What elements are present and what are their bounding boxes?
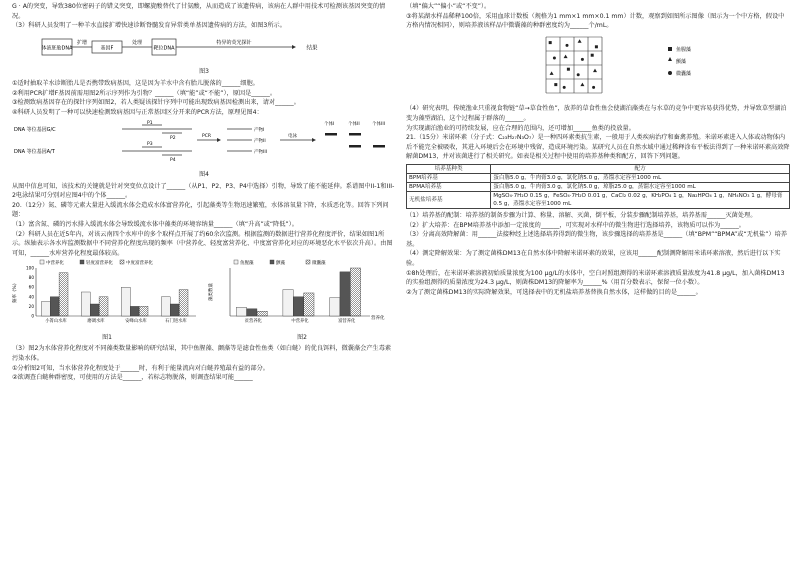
bar	[350, 268, 360, 316]
product-label: 产物I	[254, 128, 265, 134]
table-cell: 蛋白胨5.0 g，牛肉膏3.0 g，氯化钠5.0 g，蒸馏水定容至1000 mL	[491, 173, 790, 182]
x-tick-label: 石门进水库	[165, 319, 187, 325]
algae-cell-marker	[577, 73, 580, 76]
gel-band	[349, 133, 361, 136]
legend-swatch	[270, 260, 274, 264]
bar	[170, 304, 179, 316]
y-tick-label: 60	[28, 284, 34, 290]
question-21: 21.（15分）米诺环素（分子式：C₂₃H₂₇N₃O₇）是一种四环素类抗生素，一般用于人类疾病治疗和畜禽养殖。米诺环素进入人体或动物体内后不能完全被吸收，其进入环境后会在环境中残留，造成环境污染。某研究人员在自然水域中通过稀释涂布平板法得到了一种米诺环素高效降解菌DM13，并对该菌进行了相关研究。如表是相关过程中使用的培养基种类和配方，回答下列问题。	[406, 134, 790, 161]
gel-band	[349, 145, 361, 148]
legend-marker	[668, 71, 672, 75]
bar	[330, 298, 340, 316]
table-cell: 无机盐培养基	[407, 191, 491, 208]
paragraph: （4）测定降解效果：为了测定菌株DM13在自然水体中降解米诺环素的效果，应该用______配制测降解用米诺环素溶液，然后进行以下实验。	[406, 250, 781, 267]
bar	[293, 297, 303, 316]
legend-label: 中度富营养化	[126, 261, 153, 267]
x-tick-label: 贫营养化	[244, 319, 262, 325]
paragraph: ②为了测定菌株DM13的实际降解效果，可选择表中的无机盐培养基替换自然水体，这样做的目的是______。	[406, 288, 702, 296]
legend-label: 鱼腥藻	[240, 261, 254, 267]
table-header: 培养基种类	[407, 164, 491, 173]
left-column	[12, 2, 396, 383]
figure-1	[12, 258, 202, 344]
bar-chart-1	[12, 258, 202, 328]
algae-cell-marker	[549, 41, 552, 44]
paragraph: ①8h处理后，在米诺环素溶液初始质量浓度为100 μg/L的水体中，空白对照组测得的米诺环素溶液质量浓度为41.8 μg/L，加入菌株DM13的实验组测得的质量浓度为24.3 μg/L，则菌株DM13的降解率为______%（用百分数表示，保留一位小数）。	[406, 269, 785, 287]
figure-3	[12, 33, 396, 77]
hemocytometer-grid	[406, 33, 790, 99]
paragraph: ①适时抽取羊水诊断胎儿是否携带致病基因，这是因为羊水中含有胎儿脱落的______细胞。	[12, 79, 259, 87]
bar	[90, 304, 99, 316]
legend-swatch	[80, 260, 84, 264]
algae-cell-marker	[595, 45, 598, 48]
flow-arrow-label: 处理	[131, 39, 143, 46]
algae-cell-marker	[592, 86, 595, 89]
paragraph: （3）科研人员发明了一种羊水直接扩增快速诊断脊髓发育异常类单基因遗传病的方法，如图3所示。	[12, 22, 286, 30]
algae-cell-marker	[564, 54, 568, 58]
legend-label: 微囊藻	[312, 261, 326, 267]
y-axis-label: 藻类数量	[209, 283, 214, 302]
paragraph: 从图中信息可知，该技术的关键就是针对突变位点设计了______（从P1、P2、P3、P4中选择）引物，导致了能不能延伸。系谱图中II-1和III-2电泳结果可分别对应图4中的个体______。	[12, 182, 395, 200]
dna-label-bottom: DNA 等位基因A/T	[14, 149, 55, 156]
x-tick-label: 安峰山水库	[125, 319, 147, 325]
product-label: 产物II	[254, 139, 266, 145]
algae-cell-marker	[567, 67, 570, 70]
legend-label: 颤藻	[676, 58, 687, 65]
bar	[41, 302, 50, 316]
y-axis-label: 频率（%）	[13, 281, 18, 304]
legend-label: 鱼腥藻	[676, 46, 692, 53]
bar	[236, 308, 246, 317]
legend-swatch	[40, 260, 44, 264]
y-tick-label: 0	[31, 313, 34, 319]
bar	[121, 287, 130, 316]
figure-4	[12, 119, 396, 179]
y-tick-label: 40	[28, 294, 34, 300]
paragraph: （1）培养基的配制：培养基的制备步骤为计算、称量、溶解、灭菌，倒平板，分装步骤配制培养基，培养基需______灭菌处理。	[406, 211, 757, 219]
x-axis-label: 营养化	[371, 316, 385, 322]
paragraph: G · A的突变，导致380位密码子的错义突变，即螺旋酸替代了甘氨酸，从而造成了该遗传病，该病在人群中用技术可检测该基因突变的情况。	[12, 3, 386, 20]
y-tick-label: 100	[26, 265, 34, 271]
paragraph: ②欲调查白鲢种群密度，可使用的方法是______，若标志物脱落，则调查结果可能______	[12, 374, 253, 382]
figure-caption: 图2	[297, 333, 307, 341]
primer-label: P3	[147, 142, 153, 148]
paragraph: （2）扩大培养：在BPM培养基中添加一定浓度的______，可实现对水样中的微生物进行选择培养，该物质可以作为______。	[406, 221, 745, 229]
paragraph: （3）分离高效降解菌：用______法接种经上述选择培养得到的微生物，该步骤选择的培养基是______（填“BPM”“BPMA”或“无机盐”）培养基。	[406, 231, 788, 248]
table-row	[407, 173, 790, 182]
legend-swatch	[234, 260, 238, 264]
bar	[257, 311, 267, 316]
algae-cell-marker	[580, 82, 584, 86]
electrophoresis-label: 电泳	[288, 134, 297, 140]
individual-label: 个体II	[348, 122, 360, 128]
table-row	[407, 182, 790, 191]
gel-band	[325, 133, 337, 136]
y-tick-label: 80	[28, 275, 34, 281]
bar	[283, 290, 293, 316]
question-20: 20.（12分）氮、磷等元素大量进入缓流水体会造成水体富营养化，引起藻类等生物迅速繁殖，水体溶氧量下降，水质恶化等。回答下列问题：	[12, 201, 389, 219]
flow-box-2-label: 基因F	[100, 45, 114, 52]
algae-cell-marker	[591, 53, 594, 56]
bar	[304, 293, 314, 316]
individual-label: 个体I	[324, 122, 335, 128]
paragraph: （4）研究表明，传统渔业只重视食物链“草→草食性鱼”，放养的草食性鱼会使湖泊藻类在与水草的竞争中更容易获得优势，并导致草型湖泊变为藻型湖泊，这个过程属于群落的______。	[406, 105, 787, 122]
algae-cell-marker	[581, 58, 584, 61]
algae-cell-marker	[550, 71, 554, 75]
paragraph: ②利用PCR扩增F基因前需用图2所示序列作为引物？______（填“能”或“不能”），原因是______。	[12, 89, 277, 97]
primer-label: P2	[170, 136, 176, 142]
legend-swatch	[306, 260, 310, 264]
flow-arrow-label: 特异的荧光探针	[216, 39, 252, 46]
bar	[50, 297, 59, 316]
paragraph: 为实现湖泊渔业的可持续发展，应在合理的范围内，还可增加______鱼类的投放量。	[406, 124, 635, 132]
algae-cell-marker	[563, 86, 566, 89]
pcr-label: PCR	[202, 134, 211, 140]
table-cell: BPM培养基	[407, 173, 491, 182]
x-tick-label: 富营养化	[338, 319, 356, 325]
paragraph: ③检测致病基因存在的探针序列如图2，若人类疑该探针序列中可能出现致病基因检测出来，请对______。	[12, 99, 300, 107]
algae-cell-marker	[554, 83, 557, 86]
bar	[161, 297, 170, 316]
flow-box-1-label: 体液胚胎DNA	[41, 45, 73, 52]
paragraph: ③将某湖水样品稀释100倍，采用血球计数板（规格为1 mm×1 mm×0.1 mm）计数，观察到如图所示图像（图示为一个中方格，假设中方格内情况相同），则培养液该样品中微囊藻的种群密度约为______个/mL。	[406, 12, 785, 30]
table-header-row	[407, 164, 790, 173]
medium-table	[406, 164, 790, 209]
legend-label: 颤藻	[276, 261, 285, 267]
algae-cell-marker	[578, 39, 582, 43]
product-label: 产物III	[254, 150, 267, 156]
y-tick-label: 20	[28, 304, 34, 310]
bar	[99, 297, 108, 316]
paragraph: （1）富含氮、磷的污水排入缓流水体会导致缓流水体中藻类的环境容纳量______（填“升高”或“降低”）。	[12, 220, 298, 228]
table-cell: BPMA培养基	[407, 182, 491, 191]
bar	[340, 272, 350, 316]
pcr-diagram	[12, 119, 396, 165]
counting-grid-figure	[406, 33, 790, 103]
paragraph: （2）科研人员在近5年内，对该云南四个水库中的多个取样点开展了约60余次监测。根据监测的数据进行营养化程度评价，结果如图1所示。纵轴表示各水库监测数据中不同营养化程度出现的频率（中营养化、轻度富营养化、中度富营养化对应的环境恶化水平依次升高）。由图可知，______水库营养化程度最体较高。	[12, 230, 393, 257]
bar	[139, 307, 148, 317]
x-tick-label: 磨调水库	[87, 319, 105, 325]
primer-label: P1	[147, 121, 153, 127]
legend-label: 中营养化	[46, 261, 64, 267]
right-column	[406, 2, 790, 297]
bar	[247, 309, 257, 316]
algae-cell-marker	[553, 56, 556, 59]
flow-box-3-label: 靶位DNA	[153, 45, 175, 52]
gel-band	[373, 145, 385, 148]
bar-chart-2	[208, 258, 396, 328]
paragraph: （填“偏大”“偏小”或“不变”）。	[406, 3, 491, 10]
paragraph: ①分析图2可知，当水体营养化程度处于______时，有利于能量流向对白鲢养殖最有益的部分。	[12, 364, 269, 372]
paragraph: ④科研人员发明了一种可以快速检测致病基因与正常基因区分开来的PCR方法，原理见图4：	[12, 108, 263, 116]
bar	[179, 290, 188, 316]
algae-cell-marker	[566, 44, 569, 47]
individual-label: 个体III	[372, 122, 385, 128]
figure-caption: 图1	[102, 333, 112, 341]
charts-row	[12, 258, 396, 344]
paragraph: （3）图2为水体营养化程度对不同藻类数量影响的研究结果，其中鱼腥藻、颤藻等是滤食性鱼类（如白鲢）的优良饵料，微囊藻会产生毒素污染水体。	[12, 345, 392, 363]
legend-label: 微囊藻	[676, 70, 692, 77]
flow-box-4-label: 结果	[306, 45, 318, 52]
x-tick-label: 中营养化	[291, 319, 309, 325]
legend-label: 轻度富营养化	[86, 261, 113, 267]
figure-caption: 图3	[199, 68, 209, 76]
figure-2	[208, 258, 396, 344]
algae-cell-marker	[593, 68, 597, 72]
legend-swatch	[120, 260, 124, 264]
legend-marker	[668, 47, 672, 51]
figure-caption: 图4	[199, 170, 209, 178]
table-header: 配方	[491, 164, 790, 173]
table-row	[407, 191, 790, 208]
x-tick-label: 小箐山水库	[45, 319, 67, 325]
primer-label: P4	[170, 158, 176, 164]
table-cell: MgSO₄·7H₂O 0.15 g，FeSO₄·7H₂O 0.01 g，CaCl₂ 0.02 g，KH₂PO₄ 1 g，Na₂HPO₄ 1 g，NH₄NO₃ 1 g，酵母膏0.5 g，蒸馏水定容至1000 mL	[491, 191, 790, 208]
bar	[130, 307, 139, 317]
table-cell: 蛋白胨5.0 g，牛肉膏3.0 g，氯化钠5.0 g，琼脂25.0 g，蒸馏水定容至1000 mL	[491, 182, 790, 191]
dna-label-top: DNA 等位基因G/C	[14, 127, 56, 134]
bar	[81, 292, 90, 316]
flow-diagram	[12, 33, 396, 63]
legend-marker	[668, 57, 672, 61]
bar	[59, 273, 68, 316]
flow-arrow-label: 扩增	[76, 39, 88, 46]
